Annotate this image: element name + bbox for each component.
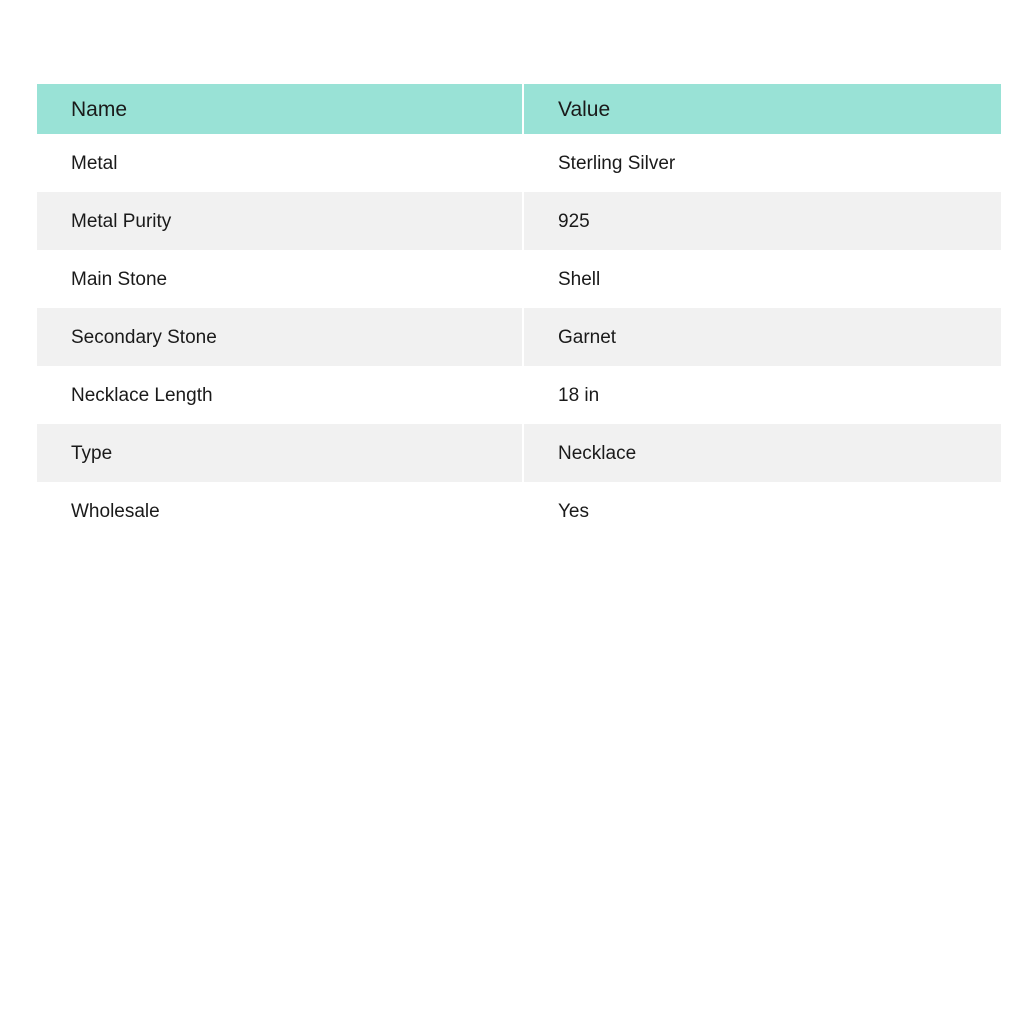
row-value-cell: Necklace — [558, 442, 637, 464]
product-specs-table — [37, 84, 1001, 540]
row-name-cell: Metal — [37, 134, 524, 192]
table-row — [37, 424, 1001, 482]
table-row — [37, 308, 1001, 366]
table-row — [37, 366, 1001, 424]
row-name-cell: Wholesale — [37, 482, 524, 540]
table-row — [37, 482, 1001, 540]
row-name-cell: Type — [37, 424, 524, 482]
row-name-cell: Necklace Length — [37, 366, 524, 424]
row-value-cell: Garnet — [558, 326, 617, 348]
row-value-cell: 925 — [558, 210, 590, 232]
row-name-cell: Secondary Stone — [37, 308, 524, 366]
row-value-cell: Sterling Silver — [558, 152, 676, 174]
header-name-cell: Name — [37, 84, 524, 134]
table-row — [37, 250, 1001, 308]
row-value-cell: Shell — [558, 268, 601, 290]
header-value-cell: Value — [558, 97, 611, 121]
row-name-cell: Main Stone — [37, 250, 524, 308]
table-row — [37, 192, 1001, 250]
row-value-cell: 18 in — [558, 384, 600, 406]
table-row — [37, 134, 1001, 192]
row-name-cell: Metal Purity — [37, 192, 524, 250]
table-header-row — [37, 84, 1001, 134]
row-value-cell: Yes — [558, 500, 589, 522]
